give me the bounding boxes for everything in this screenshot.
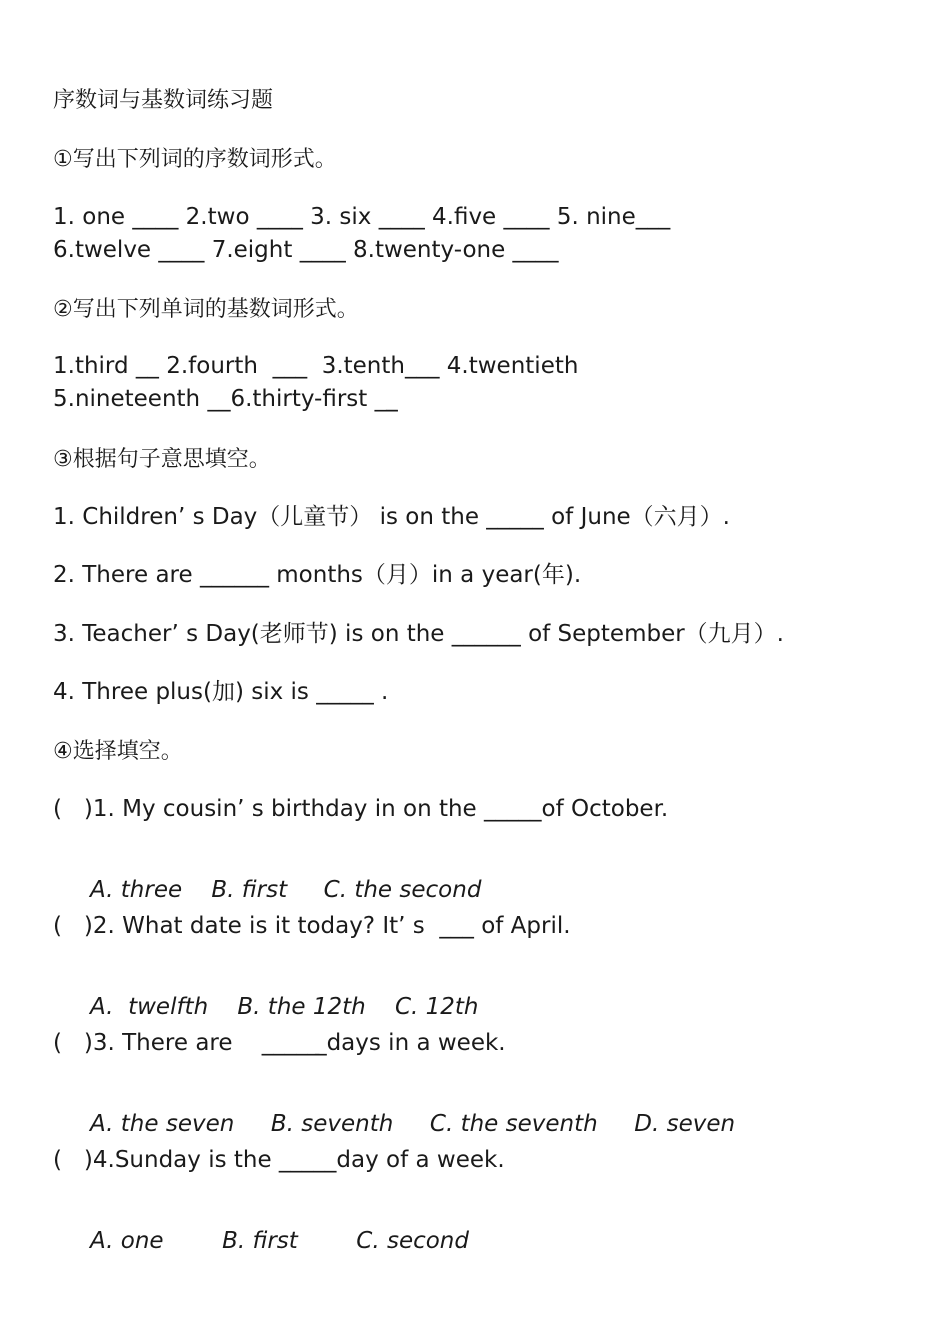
section2-line2: 5.nineteenth __6.thirty-first __̲ xyxy=(53,386,398,412)
section4-question1-options: A. three B. first C. the second xyxy=(90,877,482,903)
section4-question4-options: A. one B. first C. second xyxy=(90,1228,469,1254)
section3-heading: ③根据句子意思填空。 xyxy=(53,447,271,472)
section3-question4: 4. Three plus(加) six is _____ . xyxy=(53,679,389,705)
section3-question3: 3. Teacher’ s Day(老师节) is on the ______ of September（九月）. xyxy=(53,621,784,647)
section4-question2-options: A. twelfth B. the 12th C. 12th xyxy=(90,994,479,1020)
section1-line1: 1. one ____ 2.two ____ 3. six ____ 4.five ____ 5. nine___ xyxy=(53,204,671,230)
section1-line2: 6.twelve ____ 7.eight ____ 8.twenty-one ____ xyxy=(53,237,559,263)
section4-question4: ( )4.Sunday is the _____day of a week. xyxy=(53,1147,505,1173)
section4-question3-options: A. the seven B. seventh C. the seventh D. seven xyxy=(90,1111,736,1137)
section3-question1: 1. Children’ s Day（儿童节） is on the _____ of June（六月）. xyxy=(53,504,730,530)
section4-question1: ( )1. My cousin’ s birthday in on the _____of October. xyxy=(53,796,669,822)
section4-question2: ( )2. What date is it today? It’ s ___ of April. xyxy=(53,913,571,939)
section4-question3: ( )3. There are _____ ̲days in a week. xyxy=(53,1030,506,1056)
section3-question2: 2. There are ______ months（月）in a year(年). xyxy=(53,562,582,588)
section4-heading: ④选择填空。 xyxy=(53,739,183,764)
section2-heading: ②写出下列单词的基数词形式。 xyxy=(53,297,359,322)
section1-heading: ①写出下列词的序数词形式。 xyxy=(53,147,337,172)
section2-line1: 1.third __ 2.fourth ___ 3.tenth___ 4.twentieth xyxy=(53,353,579,379)
page-title: 序数词与基数词练习题 xyxy=(53,88,274,113)
